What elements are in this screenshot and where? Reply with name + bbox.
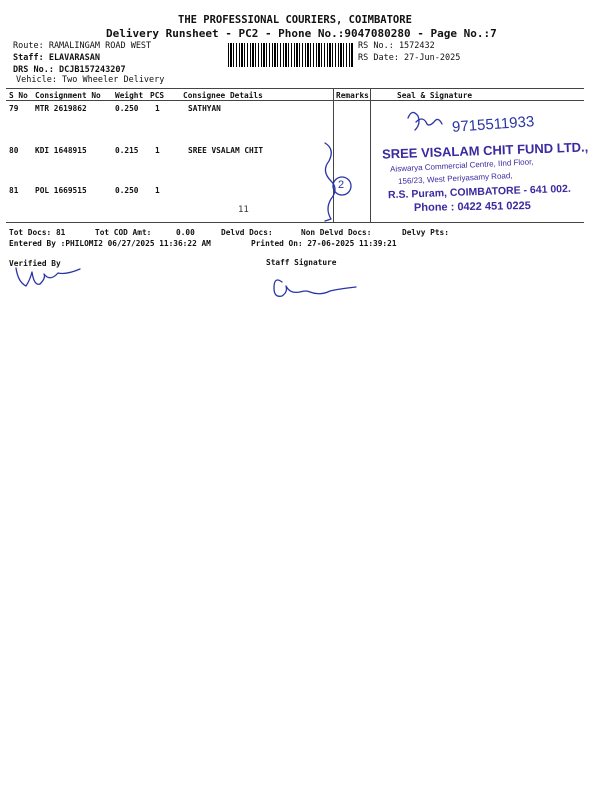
stamp-line4: R.S. Puram, COIMBATORE - 641 002. [387,182,571,202]
staff-label: Staff: ELAVARASAN [13,53,100,63]
row-consignment: POL 1669515 [35,186,87,195]
handwritten-phone: 9715511933 [451,113,535,136]
printed-on: Printed On: 27-06-2025 11:39:21 [251,239,397,248]
circled-number: 2 [338,179,345,191]
rs-number: RS No.: 1572432 [358,41,435,51]
row-pcs: 1 [155,186,160,195]
col-seal-signature: Seal & Signature [397,91,473,100]
staff-signature-mark [274,280,356,296]
col-sno: S No [9,91,28,100]
company-title: THE PROFESSIONAL COURIERS, COIMBATORE [178,14,412,26]
row-sno: 80 [9,146,19,155]
rs-date: RS Date: 27-Jun-2025 [358,53,461,63]
stamp-line5: Phone : 0422 451 0225 [413,199,531,215]
delivery-points: Delvy Pts: [402,228,449,237]
stamp-line1: SREE VISALAM CHIT FUND LTD., [381,139,589,162]
col-weight: Weight [115,91,144,100]
total-docs: Tot Docs: 81 [9,228,66,237]
entered-by: Entered By :PHILOMI2 06/27/2025 11:36:22 AM [9,239,211,248]
vehicle-label: Vehicle: Two Wheeler Delivery [16,75,165,85]
row-sno: 79 [9,104,19,113]
non-delivered-docs: Non Delvd Docs: [301,228,372,237]
stamp-line2: Aiswarya Commercial Centre, IInd Floor, [389,157,534,174]
total-cod-value: 0.00 [176,228,195,237]
verified-by-label: Verified By [9,259,61,268]
col-consignee: Consignee Details [183,91,263,100]
row-consignment: KDI 1648915 [35,146,87,155]
row-weight: 0.250 [115,186,139,195]
row-consignee: SATHYAN [188,104,221,113]
col-pcs: PCS [150,91,165,100]
row-weight: 0.215 [115,146,139,155]
row-79-signature [408,112,442,130]
staff-signature-label: Staff Signature [266,258,337,267]
col-consignment: Consignment No [35,91,101,100]
row-pcs: 1 [155,146,160,155]
row-pcs: 1 [155,104,160,113]
route-label: Route: RAMALINGAM ROAD WEST [13,41,152,51]
row-weight: 0.250 [115,104,139,113]
row-consignee: SREE VSALAM CHIT [188,146,264,155]
col-remarks: Remarks [336,91,369,100]
runsheet-subtitle: Delivery Runsheet - PC2 - Phone No.:9047080280 - Page No.:7 [106,27,497,40]
delivered-docs: Delvd Docs: [221,228,273,237]
stamp-line3: 156/23, West Periyasamy Road, [397,171,513,186]
total-cod-label: Tot COD Amt: [95,228,152,237]
row-consignment: MTR 2619862 [35,104,87,113]
drs-number: DRS No.: DCJB157243207 [13,65,126,75]
ditto-mark: 11 [238,205,249,215]
verified-signature-mark [16,268,80,286]
row-sno: 81 [9,186,19,195]
